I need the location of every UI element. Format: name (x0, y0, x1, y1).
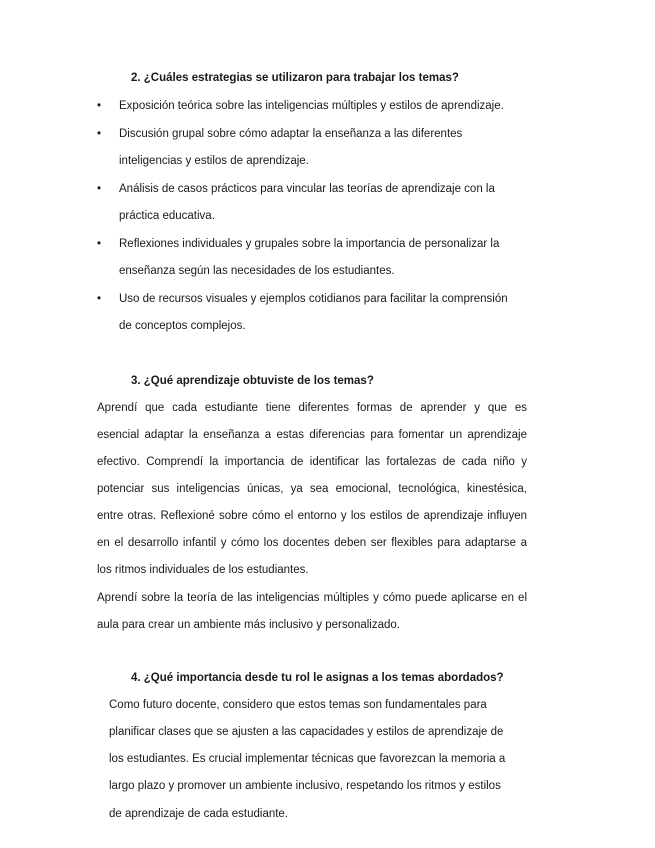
section4-title: 4. ¿Qué importancia desde tu rol le asignas a los temas abordados? (131, 672, 504, 684)
section4-paragraph-line-1: Como futuro docente, considero que estos temas son fundamentales para (109, 699, 487, 711)
section3-paragraph1-line-4: potenciar sus inteligencias únicas, ya sea emocional, tecnológica, kinestésica, (97, 483, 527, 495)
section3-paragraph1-line-2: esencial adaptar la enseñanza a estas diferencias para fomentar un aprendizaje (97, 429, 527, 441)
section3-paragraph1-line-1: Aprendí que cada estudiante tiene diferentes formas de aprender y que es (97, 402, 527, 414)
section2-item-3-line-2: práctica educativa. (119, 210, 215, 222)
section2-item-2-line-2: inteligencias y estilos de aprendizaje. (119, 155, 309, 167)
bullet-marker: • (97, 238, 102, 250)
bullet-marker: • (97, 128, 102, 140)
section4-paragraph-line-2: planificar clases que se ajusten a las capacidades y estilos de aprendizaje de (109, 726, 504, 738)
bullet-marker: • (97, 293, 102, 305)
section2-item-1-line-1: Exposición teórica sobre las inteligencias múltiples y estilos de aprendizaje. (119, 100, 504, 112)
section3-paragraph1-line-5: entre otras. Reflexioné sobre cómo el entorno y los estilos de aprendizaje influyen (97, 510, 527, 522)
section2-item-2-line-1: Discusión grupal sobre cómo adaptar la enseñanza a las diferentes (119, 128, 463, 140)
section3-paragraph2-line-1: Aprendí sobre la teoría de las inteligencias múltiples y cómo puede aplicarse en el (97, 592, 527, 604)
section2-title: 2. ¿Cuáles estrategias se utilizaron para trabajar los temas? (131, 72, 459, 84)
section3-paragraph1-line-7: los ritmos individuales de los estudiantes. (97, 564, 309, 576)
bullet-marker: • (97, 100, 102, 112)
section2-item-3-line-1: Análisis de casos prácticos para vincular las teorías de aprendizaje con la (119, 183, 495, 195)
section2-item-5-line-1: Uso de recursos visuales y ejemplos cotidianos para facilitar la comprensión (119, 293, 508, 305)
section2-item-4-line-2: enseñanza según las necesidades de los estudiantes. (119, 265, 395, 277)
section3-paragraph2-line-2: aula para crear un ambiente más inclusivo y personalizado. (97, 619, 400, 631)
section4-paragraph-line-5: de aprendizaje de cada estudiante. (109, 808, 289, 820)
section2-item-4-line-1: Reflexiones individuales y grupales sobre la importancia de personalizar la (119, 238, 500, 250)
section3-title: 3. ¿Qué aprendizaje obtuviste de los temas? (131, 375, 374, 387)
bullet-marker: • (97, 183, 102, 195)
section2-item-5-line-2: de conceptos complejos. (119, 320, 246, 332)
section4-paragraph-line-4: largo plazo y promover un ambiente inclusivo, respetando los ritmos y estilos (109, 780, 501, 792)
section4-paragraph-line-3: los estudiantes. Es crucial implementar técnicas que favorezcan la memoria a (109, 753, 506, 765)
section3-paragraph1-line-3: efectivo. Comprendí la importancia de identificar las fortalezas de cada niño y (97, 456, 527, 468)
section3-paragraph1-line-6: en el desarrollo infantil y cómo los docentes deben ser flexibles para adaptarse a (97, 537, 527, 549)
